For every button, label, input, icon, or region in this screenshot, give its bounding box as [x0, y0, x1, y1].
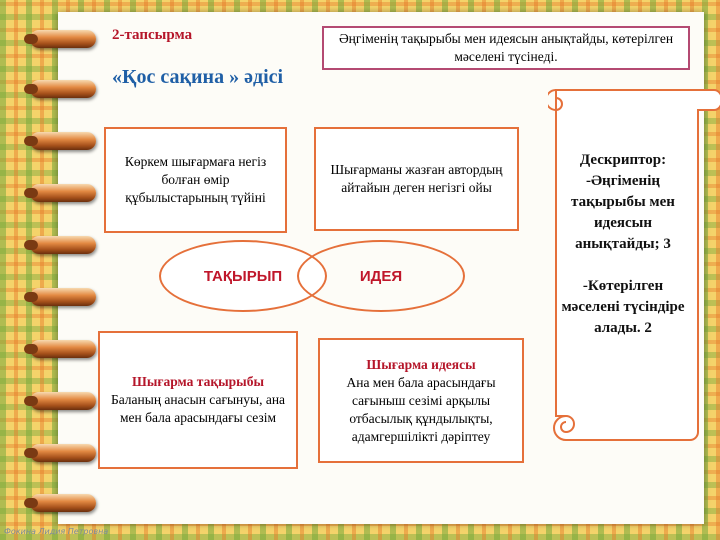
descriptor-item-1: -Әңгіменің тақырыбы мен идеясын анықтайды; [571, 173, 675, 252]
task-label: 2-тапсырма [112, 27, 193, 43]
descriptor-title: Дескриптор: [579, 152, 667, 168]
box-work-idea [318, 338, 524, 463]
spiral-ring-icon [30, 80, 96, 98]
idea-definition-text: Шығарманы жазған автордың айтайын деген негізгі ойы [330, 162, 503, 195]
method-title: «Қос сақина » әдісі [112, 66, 284, 88]
work-idea-heading: Шығарма идеясы [366, 356, 476, 372]
work-topic-body: Баланың анасын сағынуы, ана мен бала арасындағы сезім [110, 392, 286, 425]
ring-idea-label: ИДЕЯ [359, 267, 403, 285]
spiral-ring-icon [30, 30, 96, 48]
spiral-ring-icon [30, 184, 96, 202]
goal-box: Әңгіменің тақырыбы мен идеясын анықтайды, көтерілген мәселені түсінеді. [322, 26, 690, 70]
spiral-ring-icon [30, 494, 96, 512]
ring-idea [297, 240, 465, 312]
descriptor-item-2: -Көтерілген мәселені түсіндіре алады. [561, 278, 685, 336]
box-work-topic [98, 331, 298, 469]
spiral-ring-icon [30, 236, 96, 254]
spiral-ring-icon [30, 340, 96, 358]
spiral-ring-icon [30, 132, 96, 150]
spiral-ring-icon [30, 392, 96, 410]
topic-definition-text: Көркем шығармаға негіз болған өмір құбылыстарының түйіні [124, 154, 267, 205]
work-topic-heading: Шығарма тақырыбы [132, 374, 264, 389]
ring-topic-label: ТАҚЫРЫП [203, 267, 283, 285]
work-idea-body: Ана мен бала арасындағы сағыныш сезімі арқылы отбасылық құндылықты, адамгершілікті дәріптеу [346, 374, 496, 444]
author-watermark: Фокина Лидия Петровна [4, 527, 109, 536]
spiral-ring-icon [30, 288, 96, 306]
descriptor-score-1: 3 [663, 236, 671, 252]
box-idea-definition [314, 127, 519, 231]
descriptor-text [560, 150, 686, 339]
spiral-ring-icon [30, 444, 96, 462]
box-topic-definition [104, 127, 287, 233]
descriptor-score-2: 2 [644, 320, 652, 336]
